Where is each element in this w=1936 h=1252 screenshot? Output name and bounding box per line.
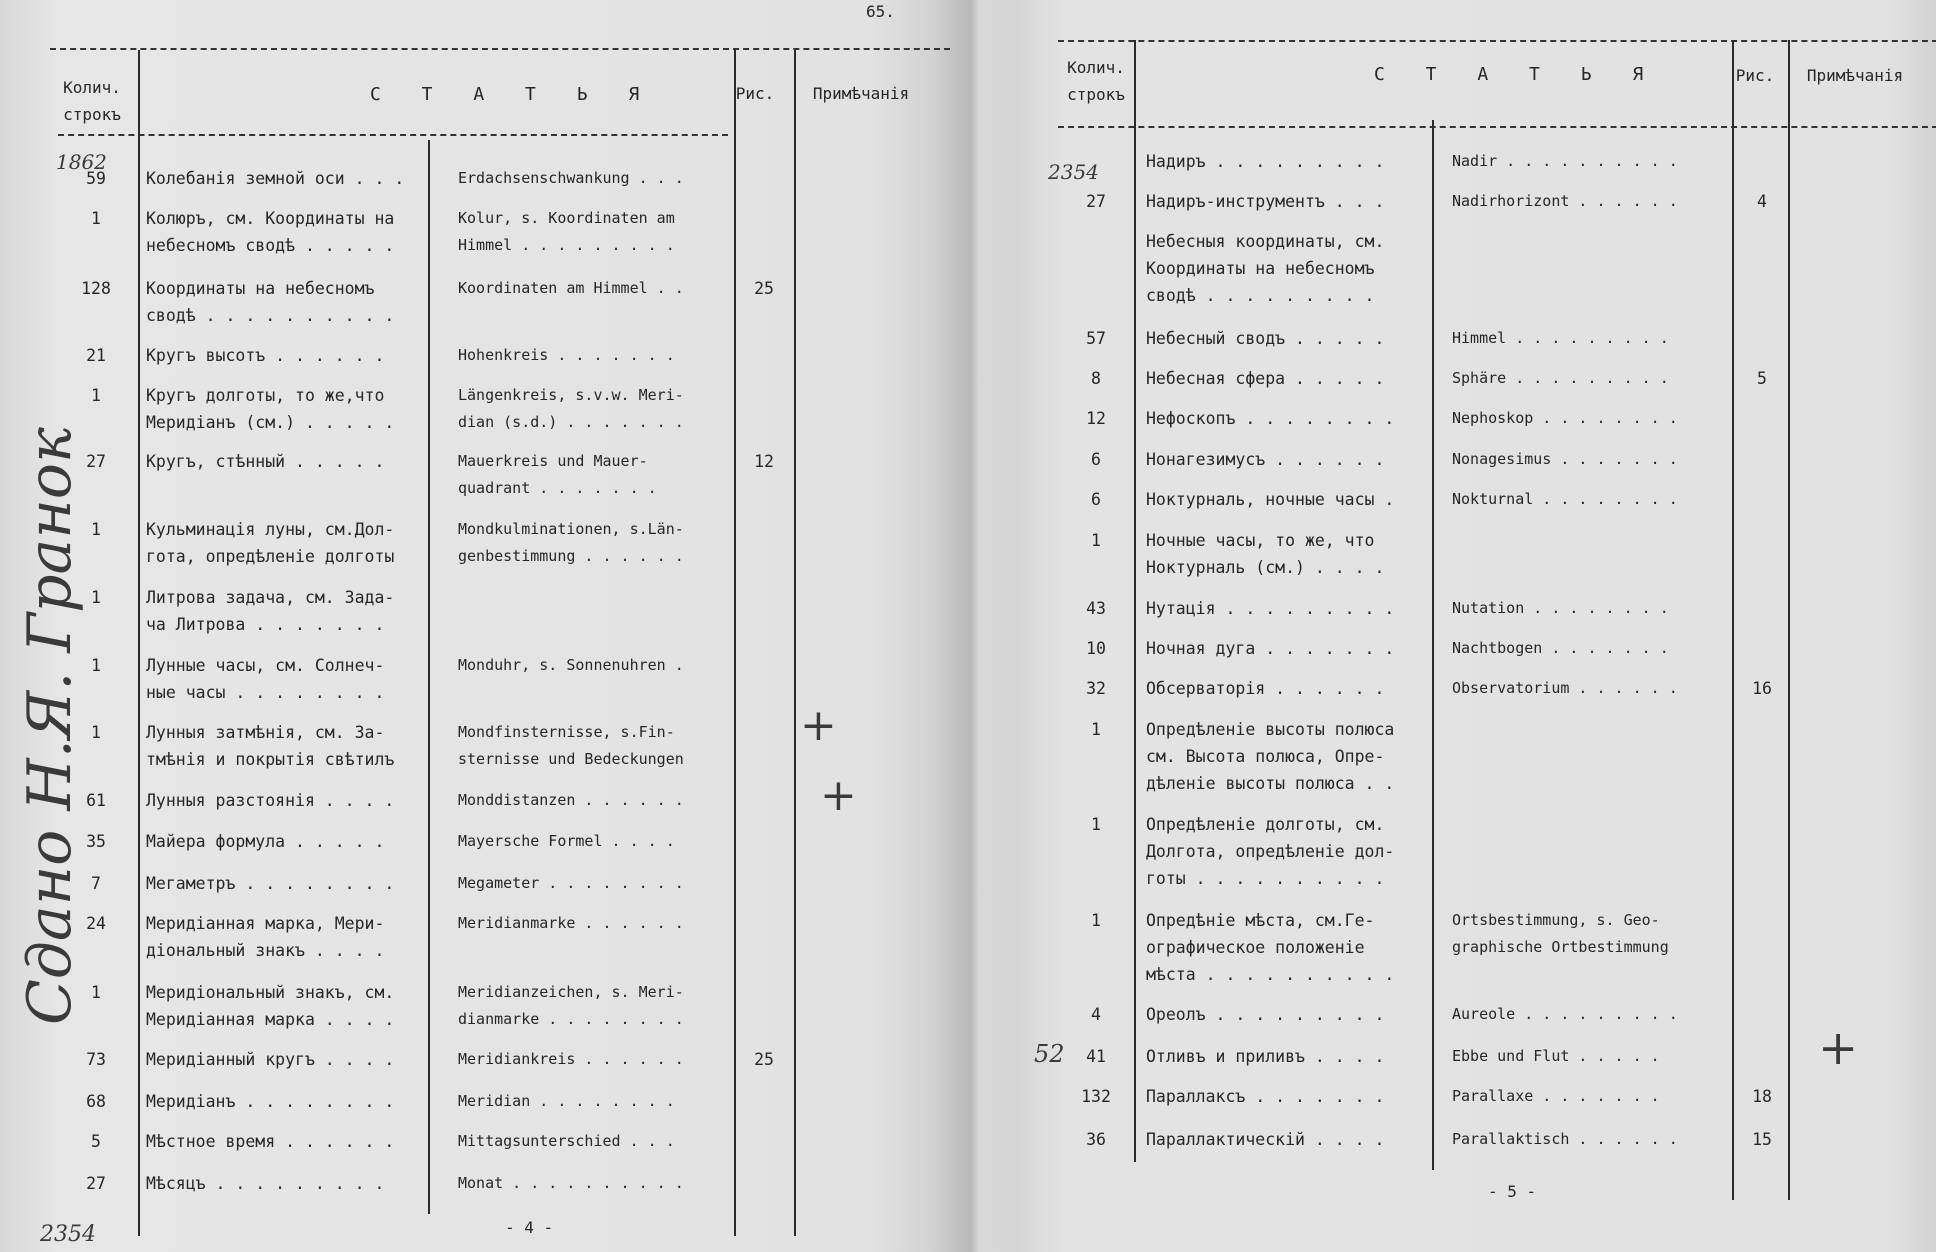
russian-term: Опредѣніе мѣста, см.Ге- [1146,911,1375,930]
german-term: genbestimmung . . . . . . [458,547,684,565]
russian-term: Мѣсяцъ . . . . . . . . . [146,1174,385,1193]
russian-term: Колюръ, см. Координаты на [146,209,395,228]
russian-term: Кульминація луны, см.Дол- [146,520,395,539]
german-term: dianmarke . . . . . . . . [458,1010,684,1028]
line-count: 7 [91,874,101,893]
russian-term: мѣста . . . . . . . . . . [1146,965,1395,984]
line-count: 57 [1086,329,1106,348]
russian-term: Лунныя разстоянія . . . . [146,791,395,810]
line-count: 24 [86,914,106,933]
russian-term: Долгота, опредѣленіе дол- [1146,842,1395,861]
line-count: 68 [86,1092,106,1111]
russian-term: Ночные часы, то же, что [1146,531,1375,550]
column-divider [794,50,796,1236]
german-term: Monduhr, s. Sonnenuhren . [458,656,684,674]
russian-term: Лунные часы, см. Солнеч- [146,656,385,675]
russian-term: Меридіанъ (см.) . . . . . [146,413,395,432]
pencil-cross-mark: + [800,700,837,751]
russian-term: Надиръ-инструментъ . . . [1146,192,1385,211]
line-count: 61 [86,791,106,810]
article-column-header: С Т А Т Ь Я [1374,64,1659,85]
german-term: Himmel . . . . . . . . . [1452,329,1669,347]
german-term: Nachtbogen . . . . . . . [1452,639,1669,657]
count-column-header: Колич. строкъ [63,78,121,124]
line-count: 1 [91,983,101,1002]
russian-term: Координаты на небесномъ [146,279,375,298]
russian-term: Опредѣленіе высоты полюса [1146,720,1395,739]
german-term: Meridiankreis . . . . . . [458,1050,684,1068]
line-count: 5 [91,1132,101,1151]
german-term: quadrant . . . . . . . [458,479,657,497]
russian-term: сводѣ . . . . . . . . . [1146,286,1375,305]
russian-term: Параллаксъ . . . . . . . [1146,1087,1385,1106]
line-count: 35 [86,832,106,851]
line-count: 1 [91,656,101,675]
handwritten-number: 1862 [56,150,107,174]
russian-term: Отливъ и приливъ . . . . [1146,1047,1385,1066]
german-term: Parallaktisch . . . . . . [1452,1130,1678,1148]
russian-term: см. Высота полюса, Опре- [1146,747,1385,766]
russian-term: ча Литрова . . . . . . . [146,615,385,634]
page-footer: - 4 - [505,1218,554,1237]
header-top-rule [50,48,950,50]
german-term: Erdachsenschwankung . . . [458,169,684,187]
right-page [968,0,1936,1252]
german-term: dian (s.d.) . . . . . . . [458,413,684,431]
german-term: sternisse und Bedeckungen [458,750,684,768]
line-count: 32 [1086,679,1106,698]
pencil-cross-mark: + [820,770,857,821]
page-number-top: 65. [866,2,895,21]
line-count: 8 [1091,369,1101,388]
russian-term: Нонагезимусъ . . . . . . [1146,450,1385,469]
russian-term: Меридіональный знакъ, см. [146,983,395,1002]
line-count: 27 [1086,192,1106,211]
notes-column-header: Примѣчанія [1806,66,1904,85]
russian-term: діональный знакъ . . . . [146,941,385,960]
count-column-header: Колич. строкъ [1067,58,1125,104]
russian-term: Координаты на небесномъ [1146,259,1375,278]
russian-term: небесномъ сводѣ . . . . . [146,236,395,255]
line-count: 12 [1086,409,1106,428]
russian-term: Обсерваторія . . . . . . [1146,679,1385,698]
german-term: Koordinaten am Himmel . . [458,279,684,297]
notes-column-header: Примѣчанія [812,84,910,103]
german-term: Megameter . . . . . . . . [458,874,684,892]
german-term: Nephoskop . . . . . . . . [1452,409,1678,427]
line-count: 21 [86,346,106,365]
column-divider [428,140,430,1214]
russian-term: ные часы . . . . . . . . [146,683,385,702]
line-count: 1 [91,520,101,539]
figure-number: 16 [1752,679,1772,698]
page-footer: - 5 - [1488,1182,1537,1201]
line-count: 59 [86,169,106,188]
german-term: Nadir . . . . . . . . . . [1452,152,1678,170]
line-count: 1 [91,723,101,742]
german-term: Mondfinsternisse, s.Fin- [458,723,675,741]
line-count: 6 [1091,450,1101,469]
russian-term: Нутація . . . . . . . . . [1146,599,1395,618]
line-count: 1 [1091,911,1101,930]
russian-term: Мѣстное время . . . . . . [146,1132,395,1151]
column-divider [1432,120,1434,1170]
figure-column-header: Рис. [1735,66,1775,85]
line-count: 4 [1091,1005,1101,1024]
russian-term: дѣленіе высоты полюса . . [1146,774,1395,793]
article-column-header: С Т А Т Ь Я [370,84,655,105]
header-top-rule [1058,40,1936,42]
figure-number: 15 [1752,1130,1772,1149]
german-term: Mauerkreis und Mauer- [458,452,648,470]
german-term: Hohenkreis . . . . . . . [458,346,675,364]
german-term: Nutation . . . . . . . . [1452,599,1669,617]
russian-term: Небесныя координаты, см. [1146,232,1385,251]
figure-number: 4 [1757,192,1767,211]
german-term: Meridianzeichen, s. Meri- [458,983,684,1001]
german-term: Mittagsunterschied . . . [458,1132,675,1150]
russian-term: Кругъ долготы, то же,что [146,386,385,405]
german-term: Nadirhorizont . . . . . . [1452,192,1678,210]
line-count: 132 [1081,1087,1111,1106]
russian-term: Меридіанная марка, Мери- [146,914,385,933]
russian-term: Кругъ, стѣнный . . . . . [146,452,385,471]
line-count: 1 [1091,720,1101,739]
german-term: Ortsbestimmung, s. Geo- [1452,911,1660,929]
handwritten-number: 2354 [1048,160,1099,184]
german-term: Längenkreis, s.v.w. Meri- [458,386,684,404]
german-term: Nokturnal . . . . . . . . [1452,490,1678,508]
figure-column-header: Рис. [735,84,775,103]
line-count: 36 [1086,1130,1106,1149]
german-term: Mondkulminationen, s.Län- [458,520,684,538]
handwritten-number: 52 [1034,1040,1065,1068]
line-count: 43 [1086,599,1106,618]
russian-term: Ночная дуга . . . . . . . [1146,639,1395,658]
german-term: Monddistanzen . . . . . . [458,791,684,809]
line-count: 128 [81,279,111,298]
figure-number: 5 [1757,369,1767,388]
russian-term: Лунныя затмѣнія, см. За- [146,723,385,742]
line-count: 10 [1086,639,1106,658]
russian-term: Надиръ . . . . . . . . . [1146,152,1385,171]
russian-term: Мегаметръ . . . . . . . . [146,874,395,893]
line-count: 1 [1091,815,1101,834]
paper-fold [930,0,1020,1252]
line-count: 1 [91,209,101,228]
russian-term: Параллактическій . . . . [1146,1130,1385,1149]
line-count: 41 [1086,1047,1106,1066]
figure-number: 25 [754,1050,774,1069]
german-term: Meridianmarke . . . . . . [458,914,684,932]
german-term: Sphäre . . . . . . . . . [1452,369,1669,387]
russian-term: ографическое положеніе [1146,938,1365,957]
russian-term: Меридіанный кругъ . . . . [146,1050,395,1069]
german-term: Ebbe und Flut . . . . . [1452,1047,1660,1065]
russian-term: Меридіанъ . . . . . . . . [146,1092,395,1111]
figure-number: 18 [1752,1087,1772,1106]
russian-term: Ноктурналь (см.) . . . . [1146,558,1385,577]
header-bottom-rule [1058,126,1936,128]
line-count: 73 [86,1050,106,1069]
russian-term: Колебанія земной оси . . . [146,169,405,188]
figure-number: 12 [754,452,774,471]
german-term: graphische Ortbestimmung [1452,938,1669,956]
german-term: Himmel . . . . . . . . . [458,236,675,254]
pencil-cross-mark: + [1818,1020,1859,1076]
russian-term: Небесная сфера . . . . . [1146,369,1385,388]
line-count: 27 [86,1174,106,1193]
russian-term: Меридіанная марка . . . . [146,1010,395,1029]
line-count: 1 [1091,531,1101,550]
german-term: Observatorium . . . . . . [1452,679,1678,697]
german-term: Meridian . . . . . . . . [458,1092,675,1110]
russian-term: Литрова задача, см. Зада- [146,588,395,607]
handwritten-margin-note: Сдано Н.Я. Гранок [15,427,85,1025]
russian-term: Ноктурналь, ночные часы . [1146,490,1395,509]
line-count: 27 [86,452,106,471]
line-count: 6 [1091,490,1101,509]
russian-term: Опредѣленіе долготы, см. [1146,815,1385,834]
german-term: Kolur, s. Koordinaten am [458,209,675,227]
russian-term: сводѣ . . . . . . . . . . [146,306,395,325]
header-bottom-rule [58,134,728,136]
column-divider [138,50,140,1236]
line-count: 1 [91,386,101,405]
line-count: 1 [91,588,101,607]
german-term: Aureole . . . . . . . . . [1452,1005,1678,1023]
russian-term: тмѣнія и покрытія свѣтилъ [146,750,395,769]
german-term: Monat . . . . . . . . . . [458,1174,684,1192]
russian-term: Нефоскопъ . . . . . . . . [1146,409,1395,428]
handwritten-number: 2354 [40,1222,96,1247]
russian-term: Майера формула . . . . . [146,832,385,851]
german-term: Nonagesimus . . . . . . . [1452,450,1678,468]
russian-term: Ореолъ . . . . . . . . . [1146,1005,1385,1024]
figure-number: 25 [754,279,774,298]
russian-term: Кругъ высотъ . . . . . . [146,346,385,365]
russian-term: Небесный сводъ . . . . . [1146,329,1385,348]
german-term: Mayersche Formel . . . . [458,832,675,850]
german-term: Parallaxe . . . . . . . [1452,1087,1660,1105]
russian-term: готы . . . . . . . . . . [1146,869,1385,888]
russian-term: гота, опредѣленіе долготы [146,547,395,566]
